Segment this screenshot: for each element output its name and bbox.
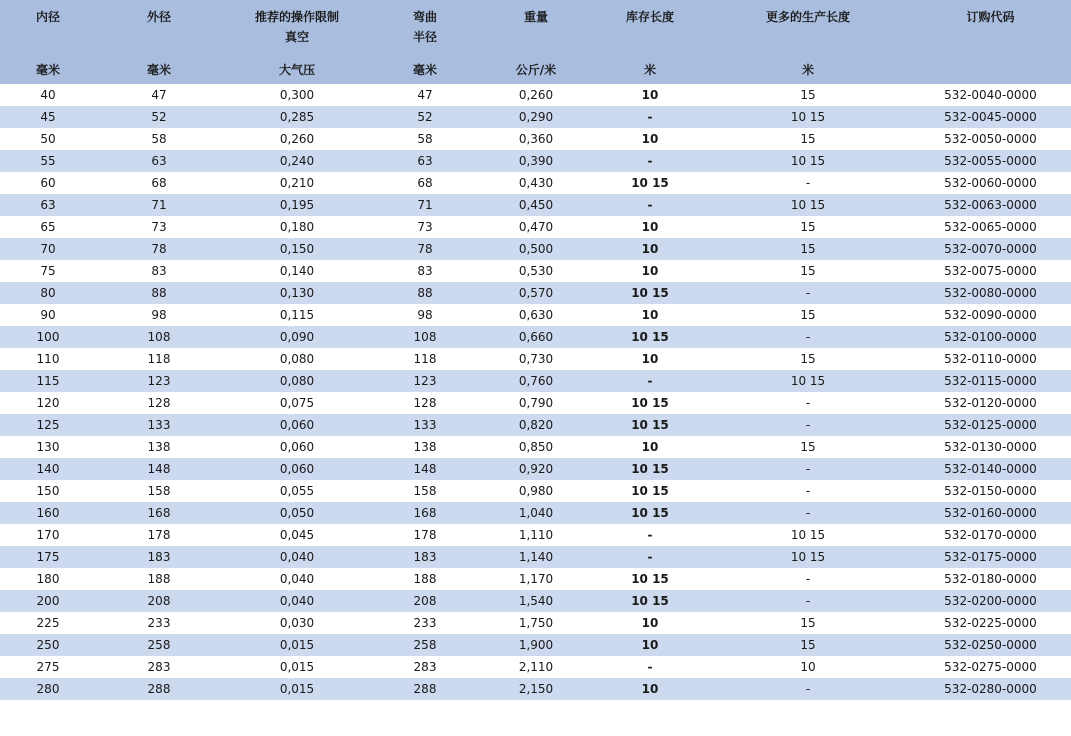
cell-bend-radius: 83 xyxy=(417,264,433,278)
cell-order-code: 532-0120-0000 xyxy=(944,396,1037,410)
cell-production-length: 15 xyxy=(800,132,816,146)
cell-weight: 0,360 xyxy=(518,132,554,146)
cell-bend-radius: 73 xyxy=(417,220,433,234)
cell-production-length: - xyxy=(805,176,811,190)
cell-stock-length: 10 15 xyxy=(631,330,669,344)
header-line: 重量 xyxy=(523,10,548,24)
cell-operating-limit: 0,300 xyxy=(279,88,315,102)
header-line: 库存长度 xyxy=(625,10,674,24)
cell-order-code: 532-0280-0000 xyxy=(944,682,1037,696)
table-row xyxy=(0,282,1071,304)
table-row xyxy=(0,634,1071,656)
header-outer-diameter xyxy=(96,0,222,84)
cell-weight: 0,290 xyxy=(518,110,554,124)
cell-stock-length: 10 xyxy=(641,352,659,366)
header-line: 半径 xyxy=(412,30,437,44)
cell-outer-diameter: 138 xyxy=(147,440,171,454)
cell-outer-diameter: 128 xyxy=(147,396,171,410)
cell-bend-radius: 178 xyxy=(413,528,437,542)
cell-stock-length: 10 15 xyxy=(631,484,669,498)
cell-bend-radius: 158 xyxy=(413,484,437,498)
cell-stock-length: 10 15 xyxy=(631,506,669,520)
cell-outer-diameter: 183 xyxy=(147,550,171,564)
header-weight xyxy=(478,0,594,84)
cell-stock-length: - xyxy=(647,154,653,168)
table-row xyxy=(0,348,1071,370)
cell-operating-limit: 0,040 xyxy=(279,594,315,608)
table-row xyxy=(0,612,1071,634)
table-row xyxy=(0,502,1071,524)
cell-production-length: 10 15 xyxy=(790,110,826,124)
cell-bend-radius: 118 xyxy=(413,352,437,366)
cell-inner-diameter: 175 xyxy=(36,550,60,564)
cell-stock-length: - xyxy=(647,198,653,212)
cell-production-length: 15 xyxy=(800,242,816,256)
cell-inner-diameter: 90 xyxy=(40,308,56,322)
cell-bend-radius: 258 xyxy=(413,638,437,652)
cell-inner-diameter: 225 xyxy=(36,616,60,630)
cell-bend-radius: 148 xyxy=(413,462,437,476)
cell-production-length: - xyxy=(805,506,811,520)
cell-production-length: 15 xyxy=(800,440,816,454)
cell-bend-radius: 58 xyxy=(417,132,433,146)
cell-weight: 1,540 xyxy=(518,594,554,608)
cell-weight: 0,450 xyxy=(518,198,554,212)
cell-weight: 0,630 xyxy=(518,308,554,322)
cell-inner-diameter: 200 xyxy=(36,594,60,608)
cell-bend-radius: 128 xyxy=(413,396,437,410)
cell-bend-radius: 98 xyxy=(417,308,433,322)
cell-weight: 2,110 xyxy=(518,660,554,674)
cell-order-code: 532-0070-0000 xyxy=(944,242,1037,256)
table-row xyxy=(0,568,1071,590)
cell-stock-length: 10 15 xyxy=(631,396,669,410)
cell-inner-diameter: 250 xyxy=(36,638,60,652)
cell-stock-length: 10 15 xyxy=(631,572,669,586)
cell-inner-diameter: 70 xyxy=(40,242,56,256)
cell-weight: 1,040 xyxy=(518,506,554,520)
cell-production-length: - xyxy=(805,396,811,410)
cell-production-length: 10 15 xyxy=(790,154,826,168)
cell-production-length: 15 xyxy=(800,264,816,278)
table-row xyxy=(0,216,1071,238)
table-row xyxy=(0,260,1071,282)
cell-outer-diameter: 47 xyxy=(151,88,167,102)
cell-outer-diameter: 133 xyxy=(147,418,171,432)
cell-operating-limit: 0,140 xyxy=(279,264,315,278)
cell-inner-diameter: 115 xyxy=(36,374,60,388)
header-line: 订购代码 xyxy=(966,10,1015,24)
cell-outer-diameter: 78 xyxy=(151,242,167,256)
cell-inner-diameter: 140 xyxy=(36,462,60,476)
cell-inner-diameter: 120 xyxy=(36,396,60,410)
table-row xyxy=(0,128,1071,150)
cell-order-code: 532-0080-0000 xyxy=(944,286,1037,300)
cell-operating-limit: 0,015 xyxy=(279,638,315,652)
table-header xyxy=(0,0,1071,84)
cell-outer-diameter: 148 xyxy=(147,462,171,476)
cell-weight: 1,750 xyxy=(518,616,554,630)
header-operating-limit xyxy=(222,0,372,84)
cell-stock-length: 10 15 xyxy=(631,176,669,190)
cell-weight: 0,430 xyxy=(518,176,554,190)
header-line: 大气压 xyxy=(278,63,315,77)
table-row xyxy=(0,150,1071,172)
cell-operating-limit: 0,285 xyxy=(279,110,315,124)
cell-outer-diameter: 258 xyxy=(147,638,171,652)
header-line: 推荐的操作限制 xyxy=(254,10,339,24)
cell-operating-limit: 0,050 xyxy=(279,506,315,520)
cell-outer-diameter: 63 xyxy=(151,154,167,168)
header-production-length xyxy=(706,0,910,84)
cell-bend-radius: 168 xyxy=(413,506,437,520)
header-line: 弯曲 xyxy=(412,10,437,24)
cell-operating-limit: 0,015 xyxy=(279,682,315,696)
cell-bend-radius: 68 xyxy=(417,176,433,190)
cell-inner-diameter: 55 xyxy=(40,154,56,168)
header-order-code xyxy=(910,0,1071,84)
cell-stock-length: - xyxy=(647,550,653,564)
cell-weight: 0,260 xyxy=(518,88,554,102)
header-line: 内径 xyxy=(35,10,60,24)
cell-outer-diameter: 108 xyxy=(147,330,171,344)
header-line: 毫米 xyxy=(412,63,437,77)
cell-inner-diameter: 125 xyxy=(36,418,60,432)
cell-inner-diameter: 45 xyxy=(40,110,56,124)
header-line: 公斤/米 xyxy=(515,63,557,77)
cell-inner-diameter: 150 xyxy=(36,484,60,498)
cell-order-code: 532-0045-0000 xyxy=(944,110,1037,124)
cell-production-length: 10 15 xyxy=(790,374,826,388)
cell-outer-diameter: 68 xyxy=(151,176,167,190)
cell-stock-length: 10 xyxy=(641,88,659,102)
cell-outer-diameter: 288 xyxy=(147,682,171,696)
cell-production-length: - xyxy=(805,286,811,300)
cell-operating-limit: 0,040 xyxy=(279,572,315,586)
cell-stock-length: 10 xyxy=(641,616,659,630)
cell-inner-diameter: 110 xyxy=(36,352,60,366)
cell-inner-diameter: 60 xyxy=(40,176,56,190)
cell-bend-radius: 88 xyxy=(417,286,433,300)
cell-operating-limit: 0,060 xyxy=(279,462,315,476)
cell-operating-limit: 0,040 xyxy=(279,550,315,564)
cell-weight: 0,390 xyxy=(518,154,554,168)
cell-production-length: - xyxy=(805,418,811,432)
cell-inner-diameter: 63 xyxy=(40,198,56,212)
cell-operating-limit: 0,210 xyxy=(279,176,315,190)
cell-outer-diameter: 71 xyxy=(151,198,167,212)
cell-outer-diameter: 52 xyxy=(151,110,167,124)
table-row xyxy=(0,414,1071,436)
cell-order-code: 532-0200-0000 xyxy=(944,594,1037,608)
cell-order-code: 532-0075-0000 xyxy=(944,264,1037,278)
cell-weight: 0,980 xyxy=(518,484,554,498)
cell-stock-length: 10 xyxy=(641,440,659,454)
table-row xyxy=(0,392,1071,414)
cell-order-code: 532-0050-0000 xyxy=(944,132,1037,146)
table-row xyxy=(0,524,1071,546)
table-row xyxy=(0,84,1071,106)
cell-weight: 0,760 xyxy=(518,374,554,388)
cell-bend-radius: 78 xyxy=(417,242,433,256)
header-bend-radius xyxy=(372,0,478,84)
cell-bend-radius: 283 xyxy=(413,660,437,674)
cell-outer-diameter: 83 xyxy=(151,264,167,278)
cell-stock-length: 10 xyxy=(641,264,659,278)
table-row xyxy=(0,370,1071,392)
table-row xyxy=(0,480,1071,502)
cell-weight: 1,140 xyxy=(518,550,554,564)
cell-outer-diameter: 233 xyxy=(147,616,171,630)
cell-operating-limit: 0,075 xyxy=(279,396,315,410)
cell-inner-diameter: 100 xyxy=(36,330,60,344)
cell-order-code: 532-0115-0000 xyxy=(944,374,1037,388)
cell-operating-limit: 0,130 xyxy=(279,286,315,300)
cell-inner-diameter: 160 xyxy=(36,506,60,520)
cell-order-code: 532-0150-0000 xyxy=(944,484,1037,498)
cell-production-length: - xyxy=(805,682,811,696)
cell-weight: 1,110 xyxy=(518,528,554,542)
cell-order-code: 532-0090-0000 xyxy=(944,308,1037,322)
cell-bend-radius: 47 xyxy=(417,88,433,102)
header-line: 米 xyxy=(801,63,814,77)
header-line: 毫米 xyxy=(35,63,60,77)
table-row xyxy=(0,458,1071,480)
cell-weight: 0,790 xyxy=(518,396,554,410)
cell-weight: 0,470 xyxy=(518,220,554,234)
table-row xyxy=(0,172,1071,194)
cell-order-code: 532-0170-0000 xyxy=(944,528,1037,542)
cell-production-length: 10 15 xyxy=(790,198,826,212)
table-row xyxy=(0,304,1071,326)
cell-stock-length: - xyxy=(647,660,653,674)
cell-stock-length: - xyxy=(647,374,653,388)
cell-order-code: 532-0180-0000 xyxy=(944,572,1037,586)
cell-weight: 0,820 xyxy=(518,418,554,432)
cell-bend-radius: 63 xyxy=(417,154,433,168)
cell-operating-limit: 0,080 xyxy=(279,352,315,366)
cell-order-code: 532-0275-0000 xyxy=(944,660,1037,674)
table-row xyxy=(0,106,1071,128)
cell-operating-limit: 0,015 xyxy=(279,660,315,674)
cell-production-length: 10 15 xyxy=(790,528,826,542)
cell-bend-radius: 233 xyxy=(413,616,437,630)
cell-bend-radius: 108 xyxy=(413,330,437,344)
cell-bend-radius: 52 xyxy=(417,110,433,124)
cell-operating-limit: 0,060 xyxy=(279,440,315,454)
cell-order-code: 532-0040-0000 xyxy=(944,88,1037,102)
table-row xyxy=(0,678,1071,700)
cell-order-code: 532-0100-0000 xyxy=(944,330,1037,344)
cell-inner-diameter: 130 xyxy=(36,440,60,454)
cell-stock-length: - xyxy=(647,528,653,542)
cell-operating-limit: 0,060 xyxy=(279,418,315,432)
cell-outer-diameter: 88 xyxy=(151,286,167,300)
cell-order-code: 532-0250-0000 xyxy=(944,638,1037,652)
table-row xyxy=(0,546,1071,568)
table-row xyxy=(0,326,1071,348)
cell-outer-diameter: 158 xyxy=(147,484,171,498)
cell-bend-radius: 123 xyxy=(413,374,437,388)
cell-outer-diameter: 58 xyxy=(151,132,167,146)
cell-stock-length: 10 15 xyxy=(631,418,669,432)
cell-operating-limit: 0,030 xyxy=(279,616,315,630)
cell-weight: 0,850 xyxy=(518,440,554,454)
cell-weight: 0,530 xyxy=(518,264,554,278)
cell-operating-limit: 0,195 xyxy=(279,198,315,212)
cell-production-length: - xyxy=(805,462,811,476)
cell-outer-diameter: 73 xyxy=(151,220,167,234)
header-line: 米 xyxy=(643,63,656,77)
table-row xyxy=(0,238,1071,260)
cell-weight: 0,920 xyxy=(518,462,554,476)
cell-operating-limit: 0,090 xyxy=(279,330,315,344)
cell-operating-limit: 0,055 xyxy=(279,484,315,498)
cell-bend-radius: 138 xyxy=(413,440,437,454)
cell-stock-length: 10 xyxy=(641,638,659,652)
cell-inner-diameter: 65 xyxy=(40,220,56,234)
cell-operating-limit: 0,115 xyxy=(279,308,315,322)
cell-operating-limit: 0,240 xyxy=(279,154,315,168)
cell-inner-diameter: 170 xyxy=(36,528,60,542)
cell-bend-radius: 208 xyxy=(413,594,437,608)
cell-order-code: 532-0175-0000 xyxy=(944,550,1037,564)
cell-order-code: 532-0065-0000 xyxy=(944,220,1037,234)
cell-stock-length: 10 xyxy=(641,132,659,146)
cell-stock-length: 10 xyxy=(641,220,659,234)
cell-order-code: 532-0110-0000 xyxy=(944,352,1037,366)
cell-stock-length: 10 15 xyxy=(631,286,669,300)
header-line: 毫米 xyxy=(146,63,171,77)
header-stock-length xyxy=(594,0,706,84)
cell-order-code: 532-0225-0000 xyxy=(944,616,1037,630)
cell-production-length: 15 xyxy=(800,352,816,366)
table-row xyxy=(0,436,1071,458)
cell-production-length: - xyxy=(805,330,811,344)
cell-stock-length: 10 xyxy=(641,242,659,256)
cell-inner-diameter: 280 xyxy=(36,682,60,696)
cell-stock-length: 10 xyxy=(641,308,659,322)
header-line: 真空 xyxy=(284,30,309,44)
cell-inner-diameter: 180 xyxy=(36,572,60,586)
cell-outer-diameter: 188 xyxy=(147,572,171,586)
cell-stock-length: 10 xyxy=(641,682,659,696)
header-inner-diameter xyxy=(0,0,96,84)
cell-inner-diameter: 275 xyxy=(36,660,60,674)
cell-production-length: 15 xyxy=(800,308,816,322)
cell-order-code: 532-0140-0000 xyxy=(944,462,1037,476)
cell-order-code: 532-0063-0000 xyxy=(944,198,1037,212)
cell-outer-diameter: 118 xyxy=(147,352,171,366)
cell-order-code: 532-0060-0000 xyxy=(944,176,1037,190)
cell-outer-diameter: 168 xyxy=(147,506,171,520)
cell-inner-diameter: 40 xyxy=(40,88,56,102)
cell-production-length: 10 xyxy=(800,660,816,674)
cell-weight: 0,570 xyxy=(518,286,554,300)
cell-outer-diameter: 208 xyxy=(147,594,171,608)
cell-order-code: 532-0125-0000 xyxy=(944,418,1037,432)
cell-stock-length: 10 15 xyxy=(631,594,669,608)
cell-bend-radius: 183 xyxy=(413,550,437,564)
cell-bend-radius: 288 xyxy=(413,682,437,696)
cell-inner-diameter: 75 xyxy=(40,264,56,278)
cell-production-length: 15 xyxy=(800,616,816,630)
cell-weight: 1,900 xyxy=(518,638,554,652)
cell-production-length: 15 xyxy=(800,638,816,652)
cell-stock-length: - xyxy=(647,110,653,124)
cell-outer-diameter: 98 xyxy=(151,308,167,322)
cell-outer-diameter: 123 xyxy=(147,374,171,388)
header-line: 外径 xyxy=(146,10,171,24)
header-line: 更多的生产长度 xyxy=(765,10,850,24)
cell-weight: 1,170 xyxy=(518,572,554,586)
table-row xyxy=(0,656,1071,678)
cell-production-length: 10 15 xyxy=(790,550,826,564)
cell-inner-diameter: 80 xyxy=(40,286,56,300)
cell-inner-diameter: 50 xyxy=(40,132,56,146)
cell-order-code: 532-0055-0000 xyxy=(944,154,1037,168)
cell-weight: 0,660 xyxy=(518,330,554,344)
table-row xyxy=(0,590,1071,612)
cell-operating-limit: 0,180 xyxy=(279,220,315,234)
cell-operating-limit: 0,260 xyxy=(279,132,315,146)
table-row xyxy=(0,194,1071,216)
cell-production-length: - xyxy=(805,572,811,586)
cell-bend-radius: 71 xyxy=(417,198,433,212)
cell-outer-diameter: 283 xyxy=(147,660,171,674)
cell-weight: 0,730 xyxy=(518,352,554,366)
cell-operating-limit: 0,080 xyxy=(279,374,315,388)
cell-bend-radius: 188 xyxy=(413,572,437,586)
cell-production-length: 15 xyxy=(800,88,816,102)
cell-production-length: 15 xyxy=(800,220,816,234)
cell-weight: 0,500 xyxy=(518,242,554,256)
cell-weight: 2,150 xyxy=(518,682,554,696)
cell-production-length: - xyxy=(805,594,811,608)
cell-order-code: 532-0160-0000 xyxy=(944,506,1037,520)
cell-production-length: - xyxy=(805,484,811,498)
cell-outer-diameter: 178 xyxy=(147,528,171,542)
cell-bend-radius: 133 xyxy=(413,418,437,432)
cell-operating-limit: 0,150 xyxy=(279,242,315,256)
cell-order-code: 532-0130-0000 xyxy=(944,440,1037,454)
cell-operating-limit: 0,045 xyxy=(279,528,315,542)
cell-stock-length: 10 15 xyxy=(631,462,669,476)
